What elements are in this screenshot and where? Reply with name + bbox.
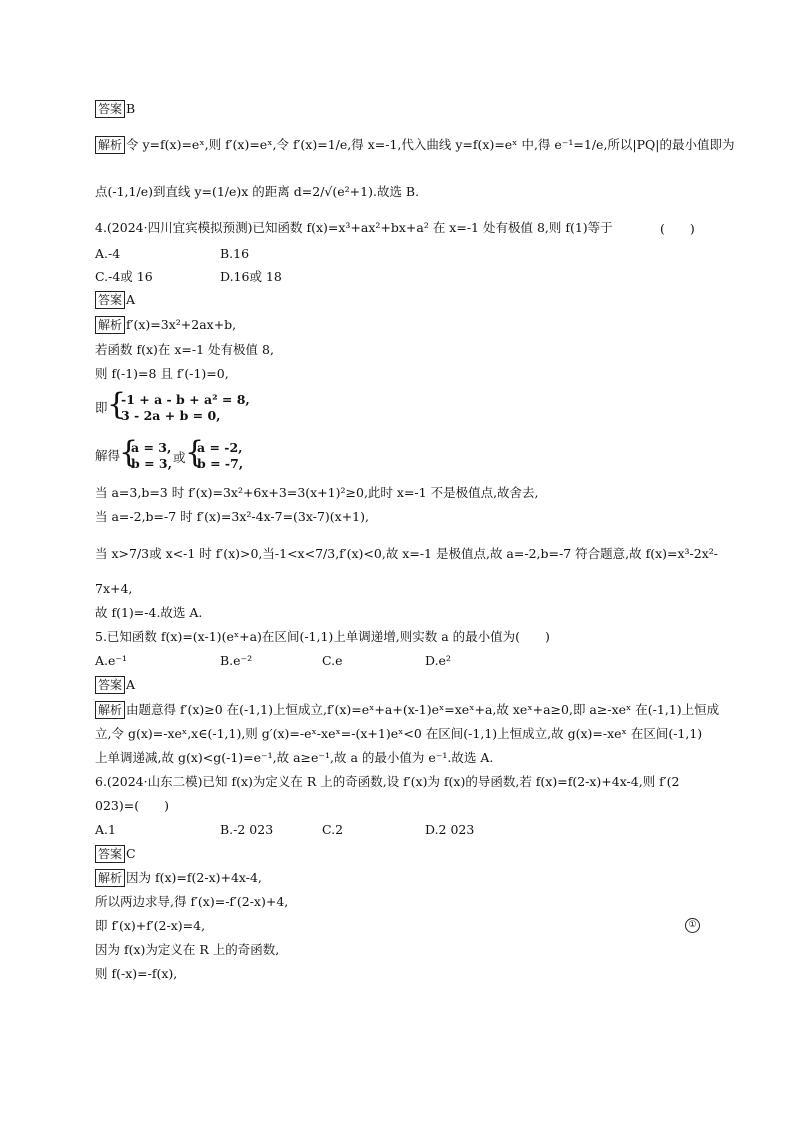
equation-row: b = -7, bbox=[197, 456, 244, 471]
option-d: D.2 023 bbox=[425, 822, 475, 837]
analysis-tag: 解析 bbox=[95, 136, 125, 154]
answer-line-q4 bbox=[95, 291, 135, 309]
analysis-line-q4 bbox=[95, 316, 236, 334]
text-line: 023)=( ) bbox=[95, 798, 169, 813]
equation-row: b = 3, bbox=[131, 456, 172, 471]
analysis-text: f′(x)=3x²+2ax+b, bbox=[126, 317, 237, 332]
option-d: D.e² bbox=[425, 653, 451, 668]
system-prefix: 解得 bbox=[95, 448, 121, 463]
text-line: 所以两边求导,得 f′(x)=-f′(2-x)+4, bbox=[95, 894, 289, 909]
equation-row: a = 3, bbox=[131, 440, 172, 455]
option-b: B.16 bbox=[220, 246, 250, 261]
option-d: D.16或 18 bbox=[220, 269, 282, 284]
analysis-tag: 解析 bbox=[95, 316, 125, 334]
text-line: 故 f(1)=-4.故选 A. bbox=[95, 605, 203, 620]
text-line: 因为 f(x)为定义在 R 上的奇函数, bbox=[95, 942, 280, 957]
equation-row: 3 - 2a + b = 0, bbox=[121, 408, 221, 423]
answer-line-q5 bbox=[95, 676, 135, 694]
answer-text: A bbox=[126, 292, 136, 307]
option-a: A.1 bbox=[95, 822, 116, 837]
answer-paren: ( ) bbox=[660, 221, 695, 236]
or-word: 或 bbox=[173, 450, 186, 465]
analysis-line-q5 bbox=[95, 701, 719, 719]
text-line: 若函数 f(x)在 x=-1 处有极值 8, bbox=[95, 342, 274, 357]
analysis-text: 令 y=f(x)=eˣ,则 f′(x)=eˣ,令 f′(x)=1/e,得 x=-1,代入曲线 y=f(x)=eˣ 中,得 e⁻¹=1/e,所以|PQ|的最小值即为 bbox=[126, 137, 735, 152]
option-b: B.e⁻² bbox=[220, 653, 253, 668]
circled-number: ① bbox=[685, 918, 700, 933]
option-c: C.2 bbox=[322, 822, 344, 837]
option-c: C.e bbox=[322, 653, 343, 668]
answer-tag: 答案 bbox=[95, 676, 125, 694]
answer-line-q3 bbox=[95, 100, 135, 118]
text-line: 7x+4, bbox=[95, 581, 133, 596]
answer-line-q6 bbox=[95, 845, 136, 863]
answer-tag: 答案 bbox=[95, 291, 125, 309]
analysis-line-q3 bbox=[95, 136, 735, 154]
answer-tag: 答案 bbox=[95, 100, 125, 118]
option-a: A.e⁻¹ bbox=[95, 653, 128, 668]
analysis-text: 由题意得 f′(x)≥0 在(-1,1)上恒成立,f′(x)=eˣ+a+(x-1)eˣ=xeˣ+a,故 xeˣ+a≥0,即 a≥-xeˣ 在(-1,1)上恒成 bbox=[126, 702, 720, 717]
answer-text: C bbox=[126, 846, 136, 861]
analysis-tag: 解析 bbox=[95, 701, 125, 719]
text-line: 当 a=-2,b=-7 时 f′(x)=3x²-4x-7=(3x-7)(x+1), bbox=[95, 509, 369, 524]
equation-row: a = -2, bbox=[197, 440, 243, 455]
text-line: 则 f(-1)=8 且 f′(-1)=0, bbox=[95, 366, 229, 381]
text-line: 上单调递减,故 g(x)<g(-1)=e⁻¹,故 a≥e⁻¹,故 a 的最小值为 e⁻¹.故选 A. bbox=[95, 750, 494, 765]
text-line: 点(-1,1/e)到直线 y=(1/e)x 的距离 d=2/√(e²+1).故选 B. bbox=[95, 184, 420, 199]
left-brace: { bbox=[185, 435, 205, 470]
option-b: B.-2 023 bbox=[220, 822, 274, 837]
system-prefix: 即 bbox=[95, 400, 108, 415]
analysis-text: 因为 f(x)=f(2-x)+4x-4, bbox=[126, 870, 262, 885]
option-c: C.-4或 16 bbox=[95, 269, 153, 284]
text-line: 立,令 g(x)=-xeˣ,x∈(-1,1),则 g′(x)=-eˣ-xeˣ=-(x+1)eˣ<0 在区间(-1,1)上恒成立,故 g(x)=-xeˣ 在区间(-1,1) bbox=[95, 726, 703, 741]
question-6-stem: 6.(2024·山东二模)已知 f(x)为定义在 R 上的奇函数,设 f′(x)为 f(x)的导函数,若 f(x)=f(2-x)+4x-4,则 f′(2 bbox=[95, 774, 680, 789]
analysis-tag: 解析 bbox=[95, 869, 125, 887]
text-line: 当 x>7/3或 x<-1 时 f′(x)>0,当-1<x<7/3,f′(x)<0,故 x=-1 是极值点,故 a=-2,b=-7 符合题意,故 f(x)=x³-2x²- bbox=[95, 546, 718, 561]
left-brace: { bbox=[107, 387, 127, 422]
left-brace: { bbox=[119, 435, 139, 470]
answer-text: B bbox=[126, 101, 136, 116]
equation-row: -1 + a - b + a² = 8, bbox=[121, 392, 250, 407]
question-5-stem: 5.已知函数 f(x)=(x-1)(eˣ+a)在区间(-1,1)上单调递增,则实数 a 的最小值为( ) bbox=[95, 629, 550, 644]
analysis-line-q6 bbox=[95, 869, 262, 887]
text-line: 即 f′(x)+f′(2-x)=4, bbox=[95, 918, 206, 933]
answer-text: A bbox=[126, 677, 136, 692]
option-a: A.-4 bbox=[95, 246, 121, 261]
text-line: 当 a=3,b=3 时 f′(x)=3x²+6x+3=3(x+1)²≥0,此时 x=-1 不是极值点,故舍去, bbox=[95, 485, 539, 500]
question-4-stem: 4.(2024·四川宜宾模拟预测)已知函数 f(x)=x³+ax²+bx+a² 在 x=-1 处有极值 8,则 f(1)等于 bbox=[95, 220, 613, 235]
text-line: 则 f(-x)=-f(x), bbox=[95, 966, 178, 981]
answer-tag: 答案 bbox=[95, 845, 125, 863]
